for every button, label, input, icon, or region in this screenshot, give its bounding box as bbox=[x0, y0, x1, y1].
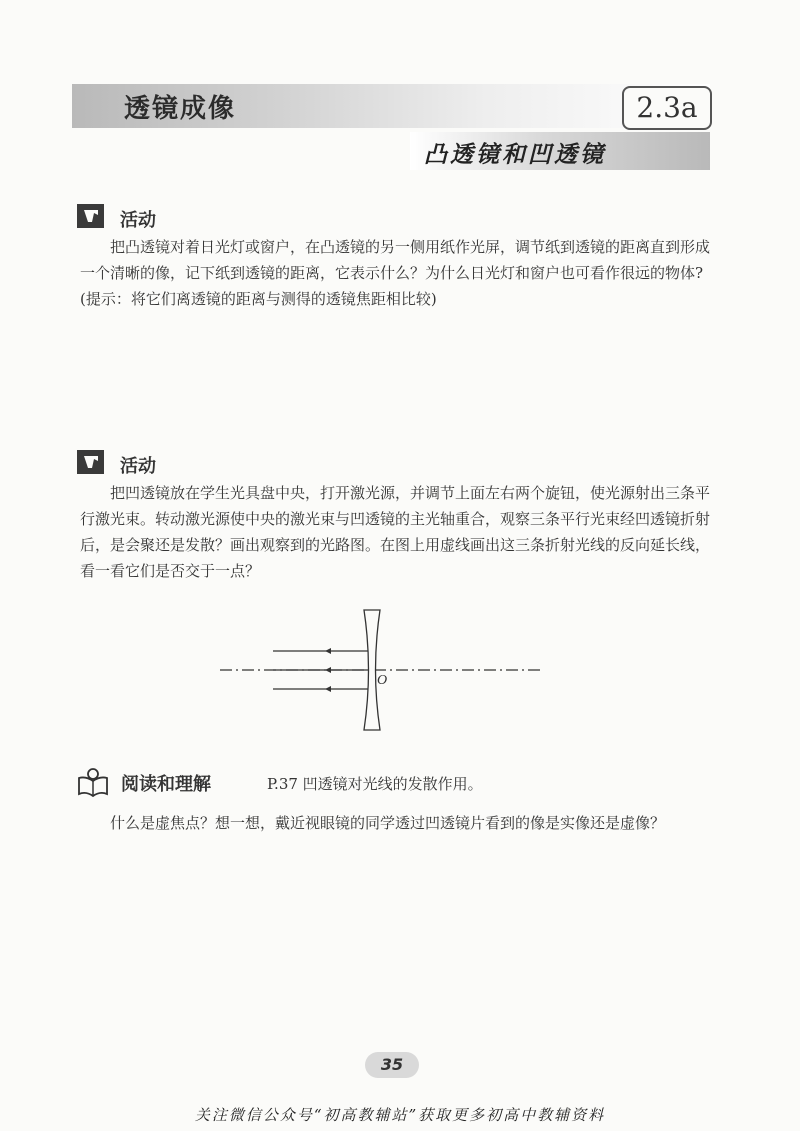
reading-question: 什么是虚焦点？想一想，戴近视眼镜的同学透过凹透镜片看到的像是实像还是虚像？ bbox=[110, 814, 666, 832]
ray-arrow bbox=[325, 667, 331, 673]
ray-arrow bbox=[325, 686, 331, 692]
ray-arrow bbox=[325, 648, 331, 654]
footer-note: 关注微信公众号“初高教辅站”获取更多初高中教辅资料 bbox=[194, 1106, 606, 1124]
activity-icon bbox=[76, 448, 106, 476]
concave-lens-diagram bbox=[215, 606, 545, 746]
section-number: 2.3a bbox=[622, 86, 712, 130]
lens-center-label: O bbox=[377, 673, 388, 688]
page-subtitle: 凸透镜和凹透镜 bbox=[424, 142, 606, 168]
page-title: 透镜成像 bbox=[124, 94, 237, 124]
activity-heading: 活动 bbox=[120, 210, 156, 231]
activity-text: 把凸透镜对着日光灯或窗户，在凸透镜的另一侧用纸作光屏，调节纸到透镜的距离直到形成一个清晰的像，记下纸到透镜的距离，它表示什么？为什么日光灯和窗户也可看作很远的物体?(提示：将它们离透镜的距离与测得的透镜焦距相比较) bbox=[80, 238, 711, 308]
reading-heading: 阅读和理解 bbox=[121, 774, 211, 795]
open-book-icon bbox=[76, 768, 110, 798]
activity-heading: 活动 bbox=[120, 456, 156, 477]
activity-icon bbox=[76, 202, 106, 230]
page-number: 35 bbox=[365, 1052, 419, 1078]
reading-reference: P.37 凹透镜对光线的发散作用。 bbox=[267, 775, 483, 793]
activity-text: 把凹透镜放在学生光具盘中央，打开激光源，并调节上面左右两个旋钮，使光源射出三条平行激光束。转动激光源使中央的激光束与凹透镜的主光轴重合，观察三条平行光束经凹透镜折射后，是会聚还是发散？画出观察到的光路图。在图上用虚线画出这三条折射光线的反向延长线，看一看它们是否交于一点？ bbox=[80, 484, 711, 580]
